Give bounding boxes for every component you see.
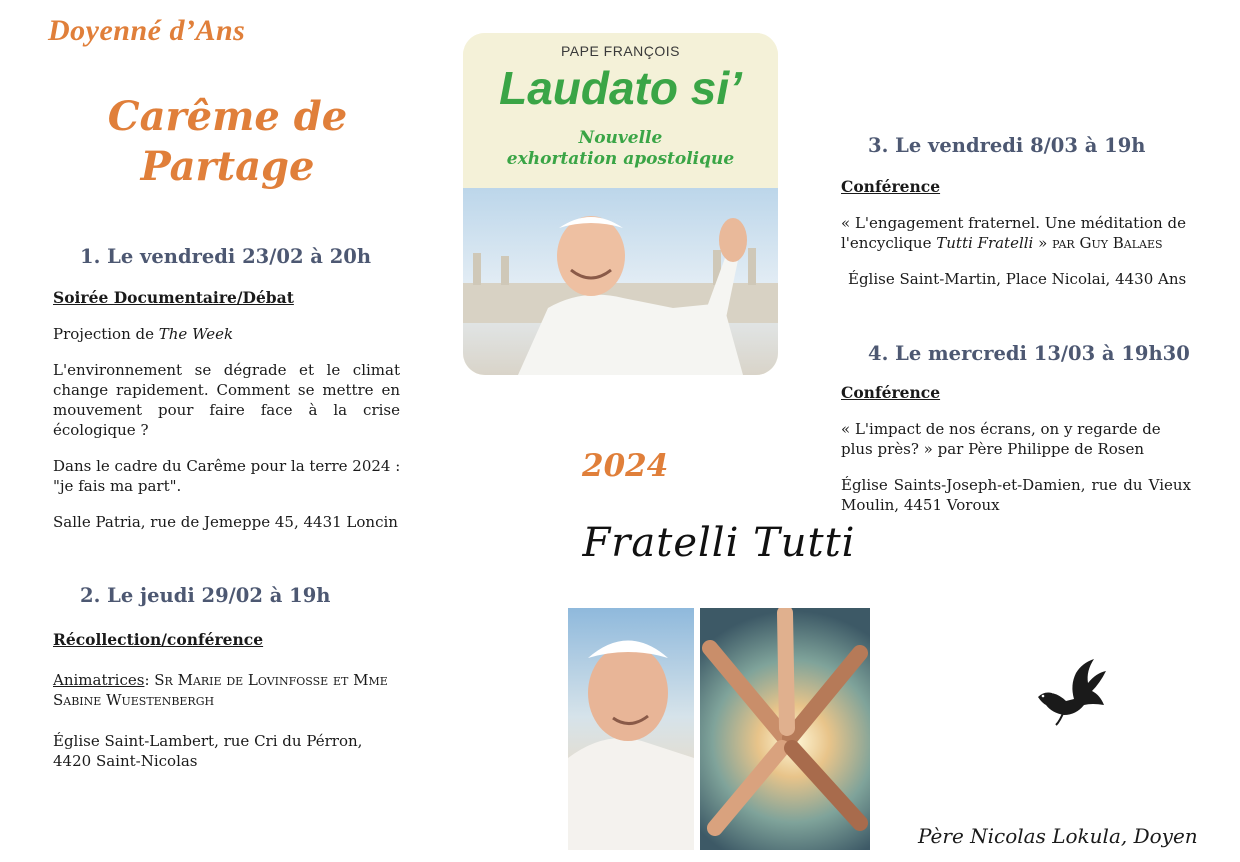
dove-icon-graphic: [1030, 655, 1110, 730]
pope-portrait-illustration: [568, 608, 694, 850]
fratelli-tutti-cover-image: [568, 490, 870, 850]
event-2-title: 2. Le jeudi 29/02 à 19h: [80, 584, 331, 607]
pope-waving-illustration: [463, 188, 778, 375]
pope-photo: [463, 188, 778, 375]
event-3-quote-work: Tutti Fratelli: [936, 234, 1034, 252]
event-4-title: 4. Le mercredi 13/03 à 19h30: [868, 342, 1190, 365]
cover-title: Laudato si’: [499, 62, 742, 114]
event-1-context: Dans le cadre du Carême pour la terre 2024 : "je fais ma part".: [53, 457, 401, 495]
cover-subtitle-line1: Nouvelle: [578, 128, 663, 148]
projection-prefix: Projection de: [53, 325, 159, 343]
event-3-quote-prefix: « L'engagement fraternel. Une méditation de l'encyclique: [841, 214, 1186, 252]
laudato-si-cover-image: [463, 33, 778, 375]
year-label: 2024: [582, 448, 669, 484]
pope-portrait-photo: [568, 608, 694, 850]
event-2-location: [53, 731, 393, 771]
event-3-quote-suffix: » par Guy Balaes: [1033, 234, 1163, 252]
event-4-quote: « L'impact de nos écrans, on y regarde de plus près? » par Père Philippe de Rosen: [841, 420, 1161, 458]
fratelli-title: Fratelli Tutti: [582, 520, 856, 566]
page-title-line2: Partage: [140, 143, 315, 190]
event-2-location-line2: 4420 Saint-Nicolas: [53, 752, 198, 770]
event-3-location: Église Saint-Martin, Place Nicolai, 4430 Ans: [848, 270, 1187, 288]
page-title: [80, 92, 375, 192]
event-2-type: Récollection/conférence: [53, 630, 264, 649]
signature: Père Nicolas Lokula, Doyen: [918, 824, 1198, 848]
page-title-line1: Carême de: [107, 93, 348, 140]
event-3-title: 3. Le vendredi 8/03 à 19h: [868, 134, 1146, 157]
event-3-quote: [841, 213, 1191, 253]
deanery-title: Doyenné d’Ans: [48, 14, 246, 47]
event-1-description: L'environnement se dégrade et le climat change rapidement. Comment se mettre en mouvement pour faire face à la crise écologique ?: [53, 361, 400, 439]
event-1-location: Salle Patria, rue de Jemeppe 45, 4431 Loncin: [53, 513, 398, 531]
event-1-type: Soirée Documentaire/Débat: [53, 288, 294, 307]
event-1-title: 1. Le vendredi 23/02 à 20h: [80, 245, 372, 268]
joined-hands-photo: [700, 608, 870, 850]
dove-icon: [1030, 655, 1110, 730]
cover-author: PAPE FRANÇOIS: [560, 43, 681, 59]
cover-subtitle-line2: exhortation apostolique: [506, 149, 735, 169]
animators-names: : Sr Marie de Lovinfosse et Mme Sabine Wuestenbergh: [53, 671, 388, 709]
event-3-type: Conférence: [841, 177, 941, 196]
event-2-animators: [53, 670, 393, 710]
event-4-type: Conférence: [841, 383, 941, 402]
event-1-projection: [53, 324, 403, 344]
event-4-location: Église Saints-Joseph-et-Damien, rue du Vieux Moulin, 4451 Voroux: [841, 476, 1191, 514]
projection-film: The Week: [158, 325, 234, 343]
event-2-location-line1: Église Saint-Lambert, rue Cri du Pérron,: [53, 732, 363, 750]
animators-label: Animatrices: [53, 671, 145, 689]
joined-hands-illustration: [700, 608, 870, 850]
